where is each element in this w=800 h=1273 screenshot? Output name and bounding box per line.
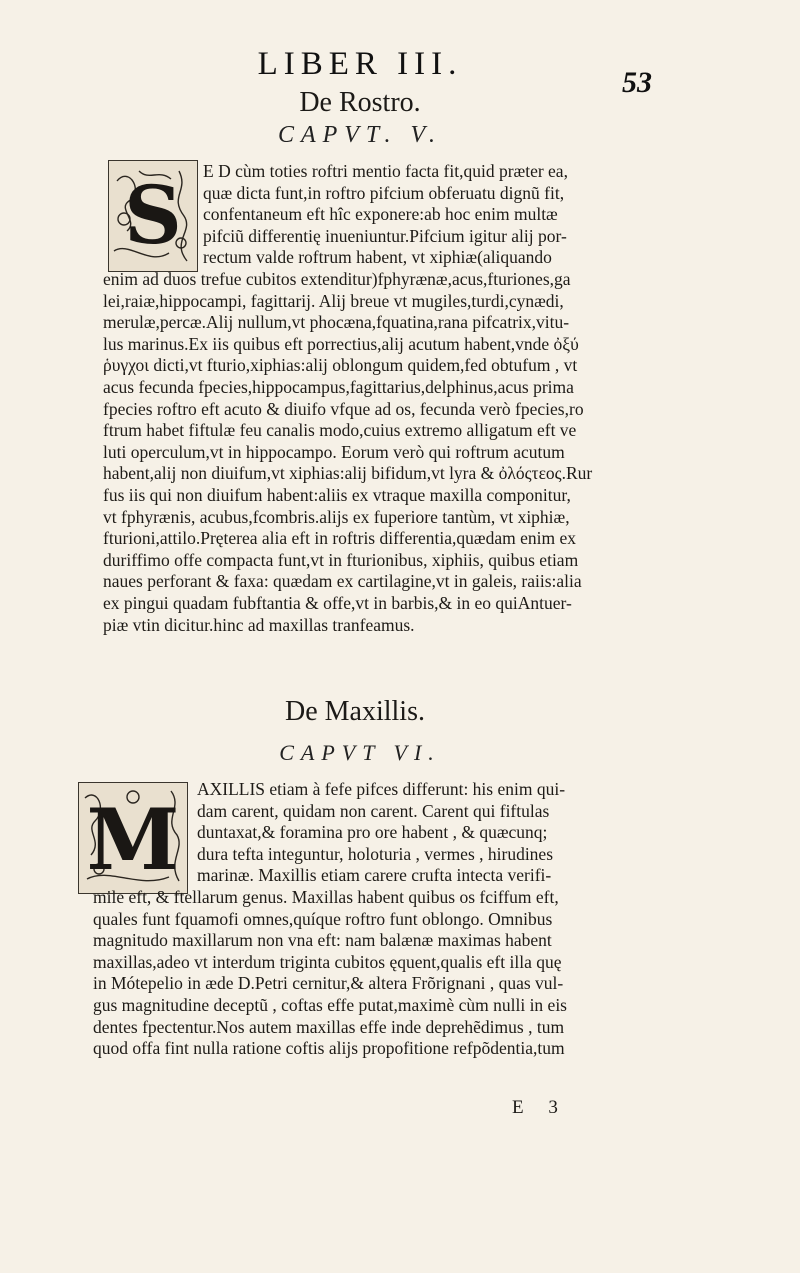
decorated-initial-s	[108, 160, 198, 272]
text-line: pifciũ differentię inueniuntur.Pifcium igitur alij por-	[203, 225, 567, 246]
text-line: dentes fpectentur.Nos autem maxillas effe inde deprehẽdimus , tum	[93, 1016, 565, 1037]
text-line: quod offa fint nulla ratione coftis alijs propofitione refpõdentia,tum	[93, 1038, 565, 1059]
text-line: in Mótepelio in æde D.Petri cernitur,& altera Frõrignani , quas vul-	[93, 973, 564, 994]
text-line: fpecies roftro eft acuto & diuifo vfque ad os, fecunda verò fpecies,ro	[103, 398, 584, 419]
text-line: E D cùm toties roftri mentio facta fit,quid præter ea,	[203, 161, 568, 181]
text-line: fus iis qui non diuifum habent:aliis ex vtraque maxilla componitur,	[103, 485, 571, 505]
text-line: quales funt fquamofi omnes,quíque roftro funt oblongo. Omnibus	[93, 908, 553, 929]
text-line: gus magnitudine deceptũ , coftas effe putat,maximè cùm nulli in eis	[93, 995, 567, 1015]
text-line: luti operculum,vt in hippocampo. Eorum verò qui roftrum acutum	[103, 441, 565, 462]
chapter-heading-caput-vi: CAPVT VI.	[279, 740, 441, 765]
text-line: ex pingui quadam fubftantia & offe,vt in barbis,& in eo quiAntuer-	[103, 593, 572, 613]
text-line: quæ dicta funt,in roftro pifcium obferuatu dignũ fit,	[203, 182, 565, 203]
text-line: marinæ. Maxillis etiam carere crufta intecta verifi-	[197, 865, 552, 886]
catchword-signature: E 3	[512, 1097, 568, 1118]
svg-text:M: M	[86, 790, 180, 889]
chapter-heading-caput-v: CAPVT. V.	[277, 122, 443, 148]
text-line: dam carent, quidam non carent. Carent qui fiftulas	[197, 800, 550, 821]
text-line: ftrum habet fiftulæ feu canalis modo,cuius extremo alligatum eft ve	[103, 420, 577, 441]
text-line: lus marinus.Ex iis quibus eft porrectius,alij acutum habent,vnde ὀξύ	[103, 333, 579, 354]
text-line: dura tefta integuntur, holoturia , vermes , hirudines	[197, 843, 554, 864]
text-line: habent,alij non diuifum,vt xiphias:alij bifidum,vt lyra & ὀλόςτεος.Rur	[103, 463, 593, 484]
text-line: duriffimo offe compacta funt,vt in fturionibus, xiphiis, quibus etiam	[103, 549, 579, 570]
text-line: magnitudo maxillarum non vna eft: nam balænæ maximas habent	[93, 930, 552, 951]
text-line: duntaxat,& foramina pro ore habent , & quæcunq;	[197, 822, 548, 843]
text-line: acus fecunda fpecies,hippocampus,fagittarius,delphinus,acus prima	[103, 377, 574, 397]
ornament-initial-m-icon	[79, 783, 187, 893]
chapter-title-de-rostro: De Rostro.	[299, 87, 421, 118]
text-line: AXILLIS etiam à fefe pifces differunt: his enim qui-	[197, 779, 566, 799]
text-line: merulæ,percæ.Alij nullum,vt phocæna,fquatina,rana pifcatrix,vitu-	[103, 312, 570, 333]
page-number: 53	[622, 66, 652, 99]
text-line: enim ad duos trefue cubitos extenditur)fphyrænæ,acus,fturiones,ga	[103, 269, 571, 289]
text-line: ῥυγχοι dicti,vt fturio,xiphias:alij oblongum quidem,fed obtufum , vt	[103, 355, 578, 376]
text-line: naues perforant & faxa: quædam ex cartilagine,vt in galeis, raiis:alia	[103, 571, 582, 592]
text-line: maxillas,adeo vt interdum triginta cubitos ęquent,qualis eft illa quę	[93, 951, 562, 972]
text-line: mile eft, & ftellarum genus. Maxillas habent quibus os fciffum eft,	[93, 887, 559, 907]
svg-text:S: S	[124, 168, 182, 262]
text-line: piæ vtin dicitur.hinc ad maxillas tranfeamus.	[103, 614, 415, 635]
text-line: lei,raiæ,hippocampi, fagittarij. Alij breue vt mugiles,turdi,cynædi,	[103, 290, 564, 311]
chapter-title-de-maxillis: De Maxillis.	[285, 696, 425, 727]
decorated-initial-m	[78, 782, 188, 894]
text-line: confentaneum eft hîc exponere:ab hoc enim multæ	[203, 204, 558, 225]
ornament-initial-s-icon	[109, 161, 197, 271]
text-line: vt fphyrænis, acubus,fcombris.alijs ex fuperiore tantùm, vt xiphiæ,	[103, 506, 570, 527]
text-line: rectum valde roftrum habent, vt xiphiæ(aliquando	[203, 247, 552, 268]
text-line: fturioni,attilo.Pręterea alia eft in roftris differentia,quædam enim ex	[103, 528, 576, 549]
running-head: LIBER III.	[257, 46, 463, 82]
